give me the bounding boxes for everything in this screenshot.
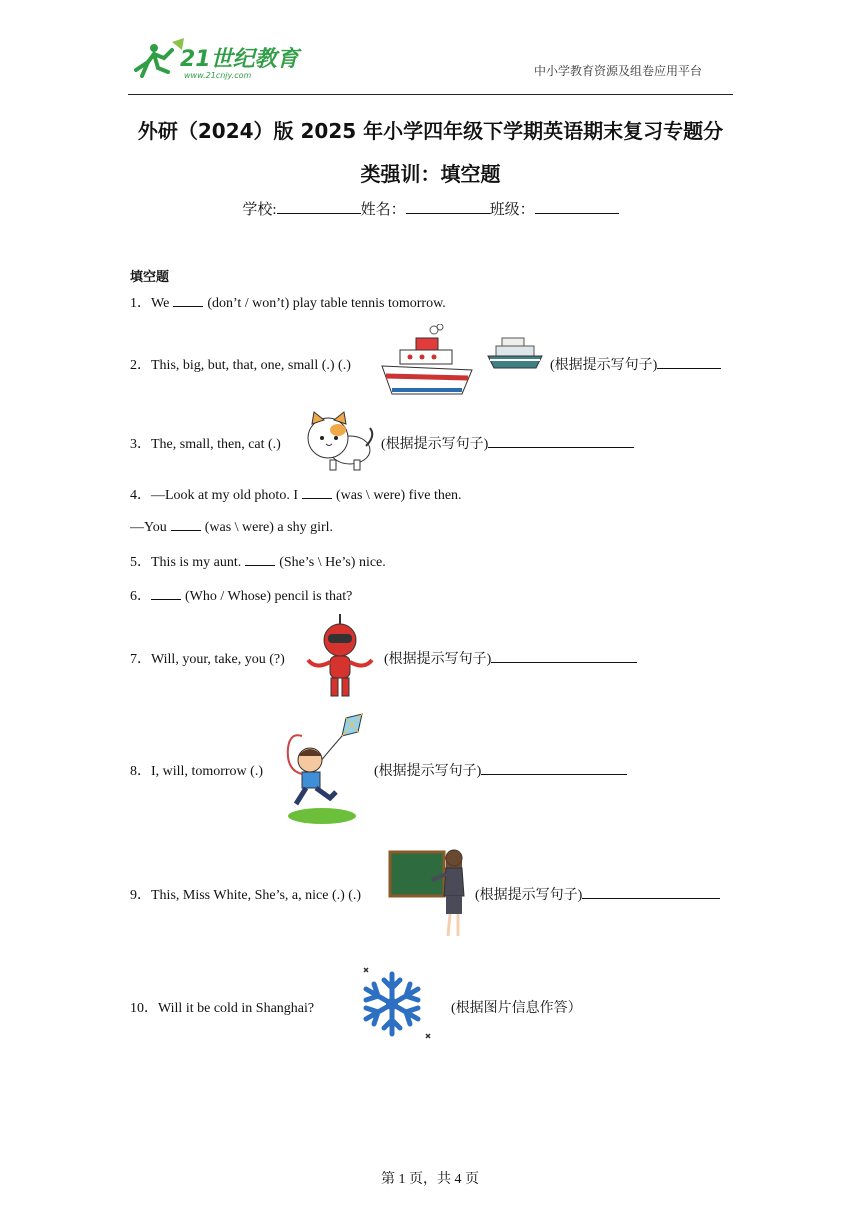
section-title: 填空题 (130, 270, 170, 285)
school-field[interactable] (277, 199, 361, 214)
question-5: 5．This is my aunt. (She’s \ He’s) nice. (130, 555, 386, 570)
svg-text:21世纪教育: 21世纪教育 (180, 47, 299, 72)
answer-line[interactable] (491, 648, 637, 663)
answer-blank[interactable] (173, 294, 203, 307)
teacher-icon (388, 846, 472, 940)
svg-text:www.21cnjy.com: www.21cnjy.com (184, 71, 252, 80)
page-title-line2: 类强训：填空题 (360, 162, 501, 186)
snowflake-icon (350, 964, 434, 1042)
question-10-hint: (根据图片信息作答） (451, 1001, 582, 1016)
question-3: 3．The, small, then, cat (.) (130, 437, 281, 452)
robot-icon (304, 612, 376, 702)
question-2-hint: (根据提示写句子) (550, 354, 721, 374)
answer-line[interactable] (481, 760, 627, 775)
platform-name: 中小学教育资源及组卷应用平台 (534, 64, 703, 78)
boat-icon (486, 334, 544, 374)
runner-icon (128, 36, 308, 82)
question-10: 10．Will it be cold in Shanghai? (130, 1001, 315, 1016)
answer-blank[interactable] (151, 587, 181, 600)
answer-blank[interactable] (245, 553, 275, 566)
page-number: 第 1 页，共 4 页 (381, 1172, 479, 1187)
answer-blank[interactable] (171, 518, 201, 531)
answer-line[interactable] (657, 354, 721, 369)
question-3-hint: (根据提示写句子) (381, 433, 634, 453)
answer-line[interactable] (582, 884, 720, 899)
question-4: 4．—Look at my old photo. I (was \ were) five then. (130, 488, 462, 503)
question-2: 2．This, big, but, that, one, small (.) (.) (130, 358, 351, 373)
question-1: 1．We (don’t / won’t) play table tennis tomorrow. (130, 296, 446, 311)
question-9: 9．This, Miss White, She’s, a, nice (.) (.) (130, 888, 362, 903)
school-label: 学校: (242, 202, 277, 218)
question-9-hint: (根据提示写句子) (475, 884, 720, 904)
question-7: 7．Will, your, take, you (?) (130, 652, 285, 667)
name-field[interactable] (406, 199, 490, 214)
question-8: 8．I, will, tomorrow (.) (130, 764, 263, 779)
logo (128, 36, 308, 82)
cat-icon (300, 410, 376, 472)
question-7-hint: (根据提示写句子) (384, 648, 637, 668)
name-label: 姓名： (360, 202, 406, 218)
question-4-reply: —You (was \ were) a shy girl. (130, 520, 334, 535)
kite-boy-icon (280, 712, 370, 826)
class-label: 班级： (489, 202, 535, 218)
page-title-line1: 外研（2024）版 2025 年小学四年级下学期英语期末复习专题分 (137, 119, 724, 143)
answer-blank[interactable] (302, 486, 332, 499)
question-6: 6． (Who / Whose) pencil is that? (130, 589, 353, 604)
ship-icon (376, 324, 476, 400)
student-info (128, 198, 733, 219)
header-divider (128, 94, 733, 95)
question-8-hint: (根据提示写句子) (374, 760, 627, 780)
class-field[interactable] (535, 199, 619, 214)
answer-line[interactable] (488, 433, 634, 448)
